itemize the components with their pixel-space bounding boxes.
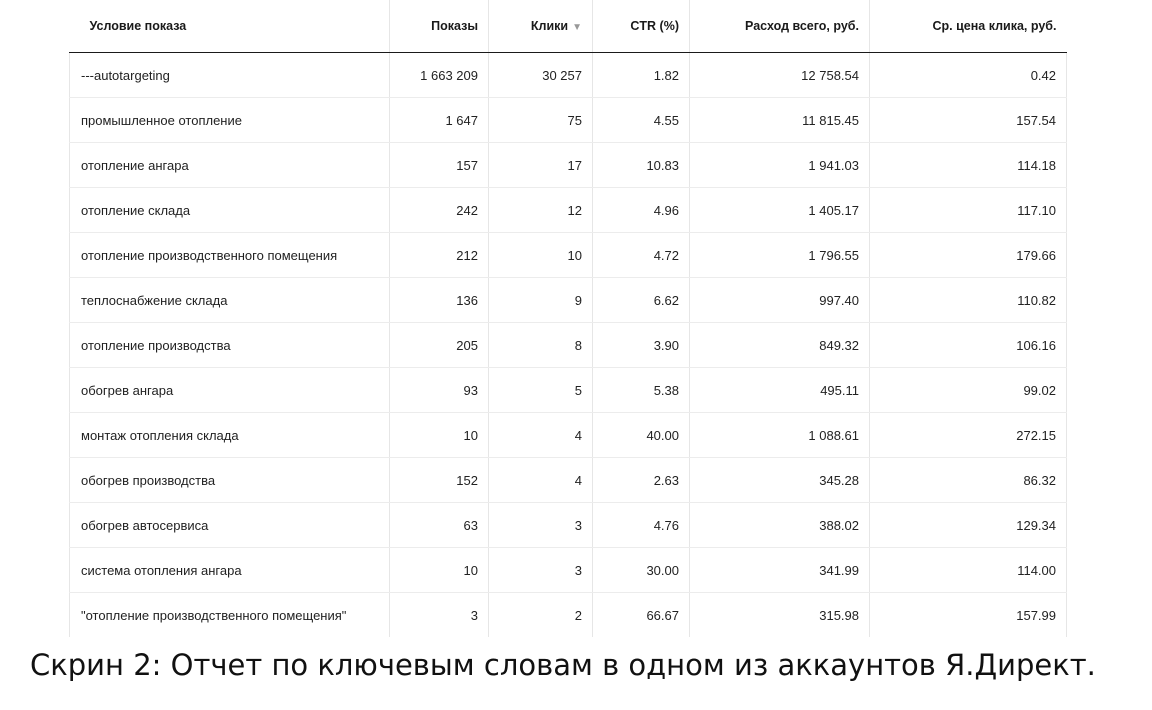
- table-row[interactable]: [70, 548, 1067, 593]
- ctr-cell: 30.00: [593, 548, 690, 593]
- impressions-cell: 136: [390, 278, 489, 323]
- total-cost-cell: 495.11: [690, 368, 870, 413]
- impressions-cell: 152: [390, 458, 489, 503]
- condition-cell: отопление ангара: [70, 143, 390, 188]
- column-header-impressions[interactable]: Показы: [390, 0, 489, 53]
- ctr-cell: 6.62: [593, 278, 690, 323]
- clicks-cell: 3: [489, 503, 593, 548]
- total-cost-cell: 341.99: [690, 548, 870, 593]
- clicks-cell: 17: [489, 143, 593, 188]
- avg-cpc-cell: 157.99: [870, 593, 1067, 638]
- total-cost-cell: 1 088.61: [690, 413, 870, 458]
- total-cost-cell: 849.32: [690, 323, 870, 368]
- column-header-ctr[interactable]: CTR (%): [593, 0, 690, 53]
- impressions-cell: 1 663 209: [390, 53, 489, 98]
- table-row[interactable]: [70, 143, 1067, 188]
- avg-cpc-cell: 114.18: [870, 143, 1067, 188]
- table-row[interactable]: [70, 188, 1067, 233]
- condition-cell: промышленное отопление: [70, 98, 390, 143]
- impressions-cell: 157: [390, 143, 489, 188]
- avg-cpc-cell: 86.32: [870, 458, 1067, 503]
- avg-cpc-cell: 157.54: [870, 98, 1067, 143]
- condition-cell: отопление производственного помещения: [70, 233, 390, 278]
- avg-cpc-cell: 129.34: [870, 503, 1067, 548]
- sort-desc-icon[interactable]: ▼: [572, 22, 582, 33]
- avg-cpc-cell: 0.42: [870, 53, 1067, 98]
- condition-cell: "отопление производственного помещения": [70, 593, 390, 638]
- total-cost-cell: 345.28: [690, 458, 870, 503]
- condition-cell: обогрев ангара: [70, 368, 390, 413]
- table-row[interactable]: [70, 323, 1067, 368]
- column-header-condition[interactable]: Условие показа: [70, 0, 390, 53]
- impressions-cell: 93: [390, 368, 489, 413]
- keyword-report-table: [69, 0, 1067, 637]
- screenshot-caption: Скрин 2: Отчет по ключевым словам в одном из аккаунтов Я.Директ.: [30, 648, 1096, 682]
- condition-cell: отопление склада: [70, 188, 390, 233]
- table-row[interactable]: [70, 413, 1067, 458]
- condition-cell: ---autotargeting: [70, 53, 390, 98]
- keyword-report: [69, 0, 1066, 637]
- clicks-cell: 30 257: [489, 53, 593, 98]
- impressions-cell: 205: [390, 323, 489, 368]
- impressions-cell: 63: [390, 503, 489, 548]
- avg-cpc-cell: 272.15: [870, 413, 1067, 458]
- impressions-cell: 3: [390, 593, 489, 638]
- clicks-cell: 10: [489, 233, 593, 278]
- ctr-cell: 10.83: [593, 143, 690, 188]
- ctr-cell: 4.76: [593, 503, 690, 548]
- avg-cpc-cell: 99.02: [870, 368, 1067, 413]
- column-header-total-cost[interactable]: Расход всего, руб.: [690, 0, 870, 53]
- table-row[interactable]: [70, 233, 1067, 278]
- total-cost-cell: 12 758.54: [690, 53, 870, 98]
- ctr-cell: 1.82: [593, 53, 690, 98]
- clicks-cell: 2: [489, 593, 593, 638]
- condition-cell: обогрев производства: [70, 458, 390, 503]
- total-cost-cell: 315.98: [690, 593, 870, 638]
- ctr-cell: 3.90: [593, 323, 690, 368]
- clicks-cell: 75: [489, 98, 593, 143]
- impressions-cell: 1 647: [390, 98, 489, 143]
- clicks-cell: 12: [489, 188, 593, 233]
- table-row[interactable]: [70, 593, 1067, 638]
- clicks-cell: 8: [489, 323, 593, 368]
- table-header: [70, 0, 1067, 53]
- impressions-cell: 10: [390, 548, 489, 593]
- clicks-cell: 5: [489, 368, 593, 413]
- clicks-cell: 3: [489, 548, 593, 593]
- ctr-cell: 5.38: [593, 368, 690, 413]
- header-row: [70, 0, 1067, 53]
- avg-cpc-cell: 110.82: [870, 278, 1067, 323]
- condition-cell: отопление производства: [70, 323, 390, 368]
- total-cost-cell: 11 815.45: [690, 98, 870, 143]
- avg-cpc-cell: 106.16: [870, 323, 1067, 368]
- table-row[interactable]: [70, 278, 1067, 323]
- impressions-cell: 242: [390, 188, 489, 233]
- column-header-clicks[interactable]: Клики ▼: [489, 0, 593, 53]
- total-cost-cell: 997.40: [690, 278, 870, 323]
- total-cost-cell: 1 405.17: [690, 188, 870, 233]
- condition-cell: монтаж отопления склада: [70, 413, 390, 458]
- table-row[interactable]: [70, 98, 1067, 143]
- table-body: [70, 53, 1067, 638]
- clicks-cell: 4: [489, 413, 593, 458]
- table-row[interactable]: [70, 53, 1067, 98]
- column-header-avg-cpc[interactable]: Ср. цена клика, руб.: [870, 0, 1067, 53]
- clicks-cell: 4: [489, 458, 593, 503]
- avg-cpc-cell: 179.66: [870, 233, 1067, 278]
- avg-cpc-cell: 117.10: [870, 188, 1067, 233]
- condition-cell: теплоснабжение склада: [70, 278, 390, 323]
- avg-cpc-cell: 114.00: [870, 548, 1067, 593]
- condition-cell: обогрев автосервиса: [70, 503, 390, 548]
- ctr-cell: 4.96: [593, 188, 690, 233]
- ctr-cell: 66.67: [593, 593, 690, 638]
- ctr-cell: 40.00: [593, 413, 690, 458]
- ctr-cell: 4.55: [593, 98, 690, 143]
- impressions-cell: 10: [390, 413, 489, 458]
- total-cost-cell: 1 941.03: [690, 143, 870, 188]
- ctr-cell: 4.72: [593, 233, 690, 278]
- impressions-cell: 212: [390, 233, 489, 278]
- table-row[interactable]: [70, 503, 1067, 548]
- total-cost-cell: 388.02: [690, 503, 870, 548]
- clicks-cell: 9: [489, 278, 593, 323]
- table-row[interactable]: [70, 458, 1067, 503]
- ctr-cell: 2.63: [593, 458, 690, 503]
- total-cost-cell: 1 796.55: [690, 233, 870, 278]
- condition-cell: система отопления ангара: [70, 548, 390, 593]
- table-row[interactable]: [70, 368, 1067, 413]
